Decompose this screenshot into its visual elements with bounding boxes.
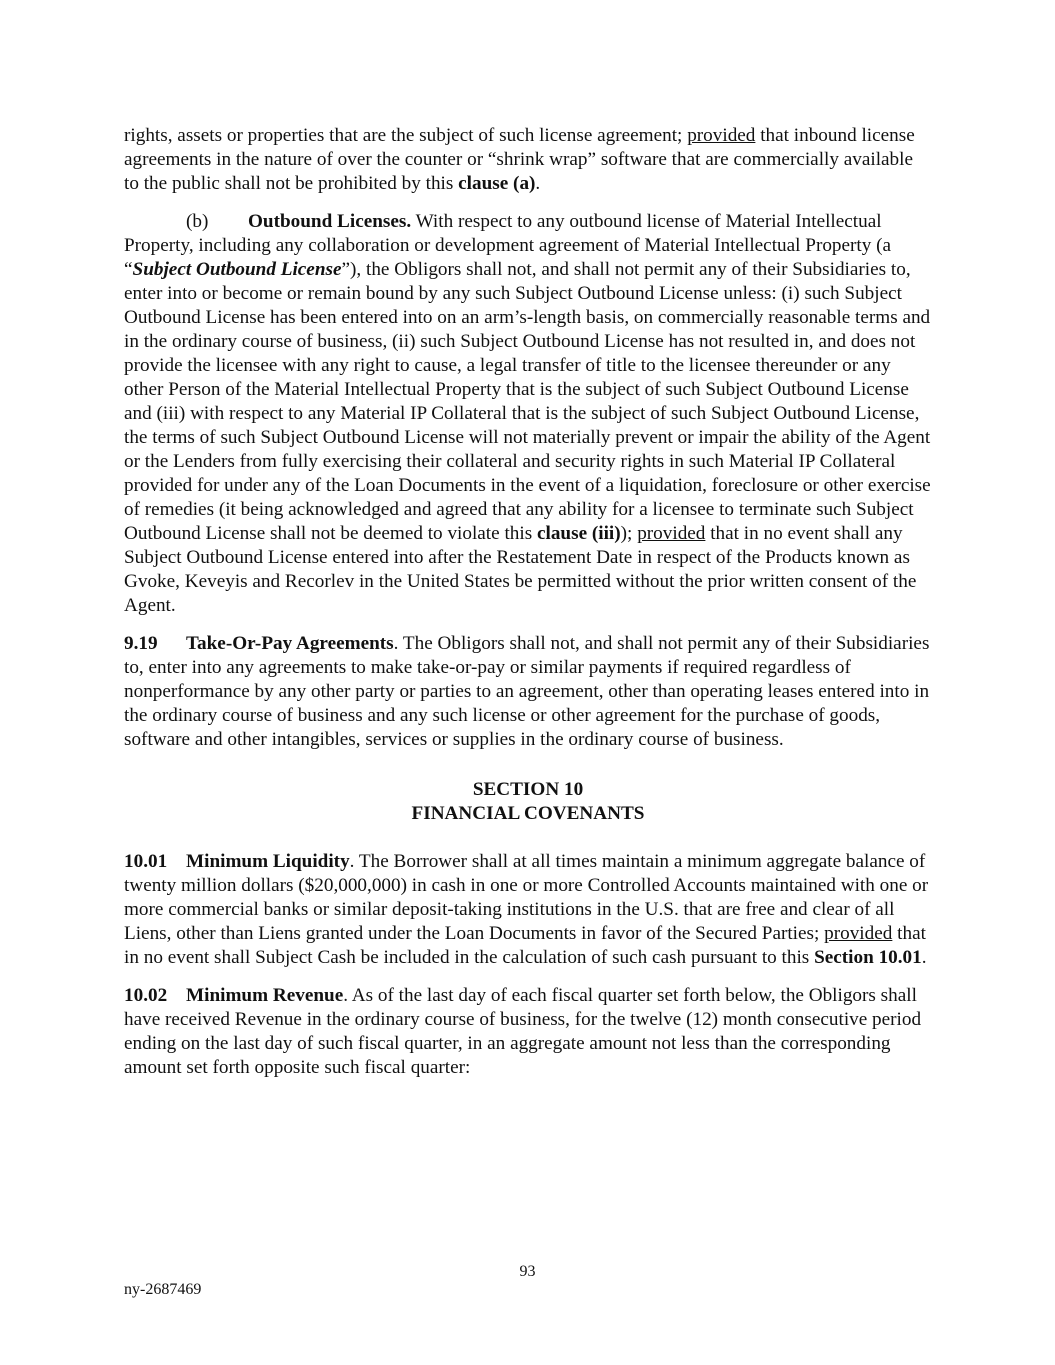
- text-run: . The Obligors shall not, and shall not permit any of their Subsidiaries to, enter into any agreements to make take-or-pay or similar payments if required regardless of nonperformance by any other party or parties to an agreement, other than operating leases entered into in the ordinary course of business and any such license or other agreement for the purchase of goods, software and other intangibles, services or supplies in the ordinary course of business.: [124, 633, 930, 750]
- clause-number: (b): [186, 211, 209, 232]
- underlined-term: provided: [687, 125, 756, 146]
- bold-reference: clause (a): [458, 173, 536, 194]
- bold-reference: clause (iii): [536, 523, 621, 544]
- section-heading: Minimum Liquidity: [186, 851, 350, 872]
- section-number: 9.19: [124, 633, 158, 654]
- text-run: ”), the Obligors shall not, and shall not permit any of their Subsidiaries to, enter into or become or remain bound by any such Subject Outbound License unless: (i) such Subject Outbound License has been entered into on an arm’s-length basis, on commercially reasonable terms and in the ordinary course of business, (ii) such Subject Outbound License has not resulted in, and does not provide the licensee with any right to cause, a legal transfer of title to the licensee thereunder or any other Person of the Material Intellectual Property that is the subject of such Subject Outbound License and (iii) with respect to any Material IP Collateral that is the subject of such Subject Outbound License, the terms of such Subject Outbound License will not materially prevent or impair the ability of the Agent or the Lenders from fully exercising their collateral and security rights in such Material IP Collateral provided for under any of the Loan Documents in the event of a liquidation, foreclosure or other exercise of remedies (it being acknowledged and agreed that any ability for a licensee to terminate such Subject Outbound License shall not be deemed to violate this: [124, 259, 931, 544]
- section-heading: Minimum Revenue: [186, 985, 344, 1006]
- section-heading-block: [124, 778, 932, 826]
- text-run: .: [535, 173, 541, 194]
- text-run: rights, assets or properties that are the subject of such license agreement;: [124, 125, 688, 146]
- document-id: ny-2687469: [124, 1281, 202, 1298]
- paragraph-outbound-licenses: [124, 210, 932, 618]
- page-number: 93: [519, 1263, 536, 1280]
- text-run: .: [921, 947, 927, 968]
- text-run: With respect to any outbound license of Material Intellectual Property, including any collaboration or development agreement of Material Intellectual Property (a “: [124, 211, 892, 280]
- paragraph-clause-a-continuation: [124, 124, 932, 196]
- text-run: . The Borrower shall at all times maintain a minimum aggregate balance of twenty million dollars ($20,000,000) in cash in one or more Controlled Accounts maintained with one or more commercial banks or similar deposit-taking institutions in the U.S. that are free and clear of all Liens, other than Liens granted under the Loan Documents in favor of the Secured Parties;: [124, 851, 929, 944]
- underlined-term: provided: [637, 523, 706, 544]
- section-number: 10.01: [124, 851, 168, 872]
- paragraph-9-19: [124, 632, 932, 752]
- text-run: that inbound license agreements in the nature of over the counter or “shrink wrap” software that are commercially available to the public shall not be prohibited by this: [124, 125, 915, 194]
- document-page: [124, 124, 932, 1080]
- paragraph-10-01: [124, 850, 932, 970]
- section-title-line2: FINANCIAL COVENANTS: [411, 803, 645, 824]
- clause-heading: Outbound Licenses.: [248, 211, 412, 232]
- defined-term: Subject Outbound License: [132, 259, 342, 280]
- section-title-line1: SECTION 10: [472, 779, 584, 800]
- text-run: that in no event shall Subject Cash be included in the calculation of such cash pursuant to this: [124, 923, 926, 968]
- section-heading: Take-Or-Pay Agreements: [186, 633, 394, 654]
- text-run: that in no event shall any Subject Outbound License entered into after the Restatement Date in respect of the Products known as Gvoke, Keveyis and Recorlev in the United States be permitted without the prior written consent of the Agent.: [124, 523, 917, 616]
- text-run: );: [620, 523, 638, 544]
- underlined-term: provided: [824, 923, 893, 944]
- bold-reference: Section 10.01: [814, 947, 922, 968]
- section-number: 10.02: [124, 985, 168, 1006]
- text-run: . As of the last day of each fiscal quarter set forth below, the Obligors shall have received Revenue in the ordinary course of business, for the twelve (12) month consecutive period ending on the last day of such fiscal quarter, in an aggregate amount not less than the corresponding amount set forth opposite such fiscal quarter:: [124, 985, 922, 1078]
- paragraph-10-02: [124, 984, 932, 1080]
